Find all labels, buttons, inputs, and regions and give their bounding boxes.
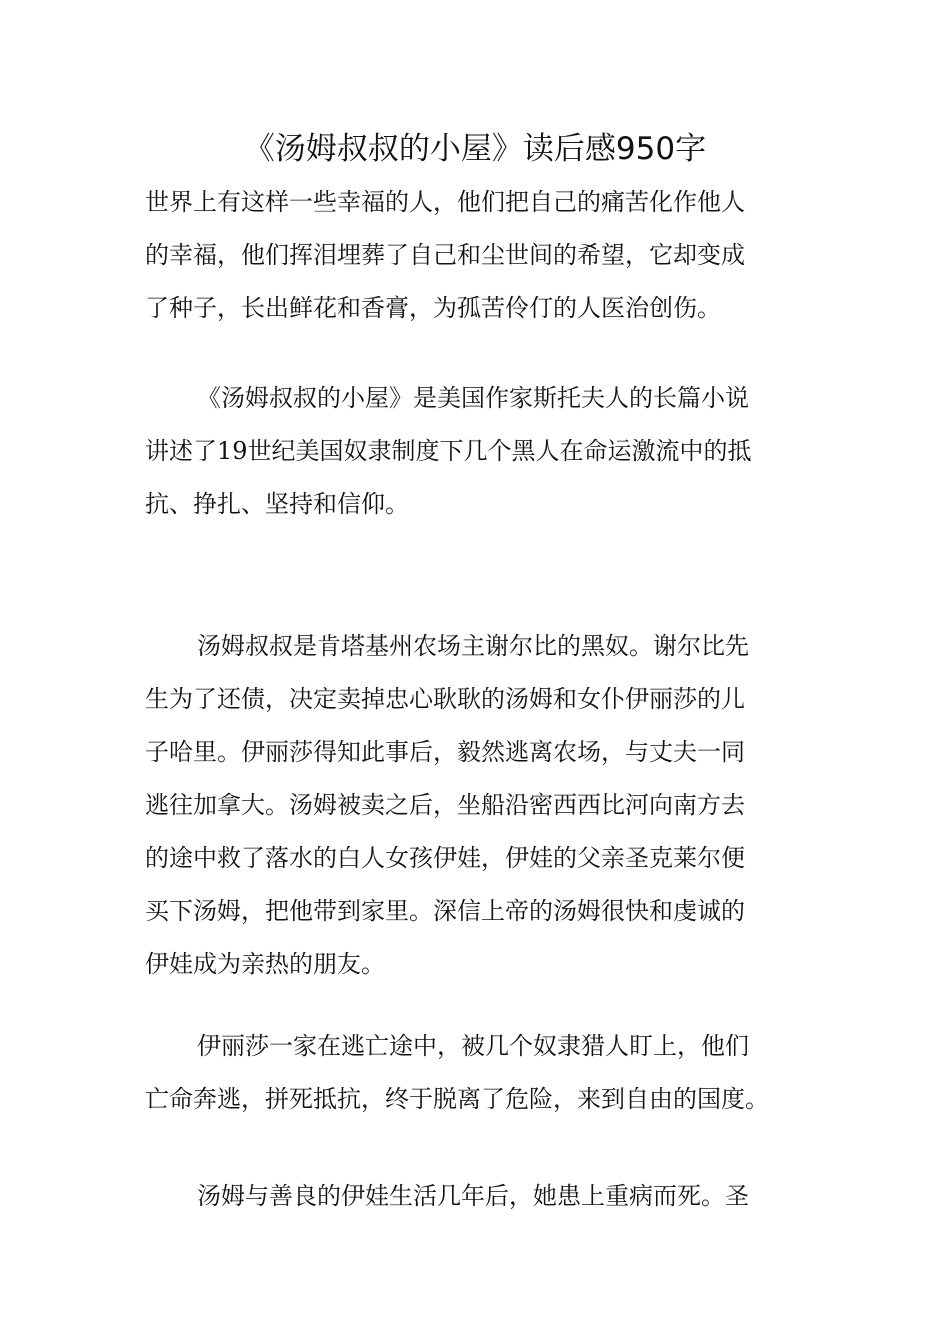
paragraph-plot-tom xyxy=(145,620,805,991)
text-line: 亡命奔逃，拼死抵抗，终于脱离了危险，来到自由的国度。 xyxy=(145,1085,769,1113)
text-line: 世界上有这样一些幸福的人，他们把自己的痛苦化作他人 xyxy=(145,188,745,216)
text-line: 讲述了19世纪美国奴隶制度下几个黑人在命运激流中的抵 xyxy=(145,437,752,465)
text-line: 汤姆与善良的伊娃生活几年后，她患上重病而死。圣 xyxy=(197,1182,749,1210)
text-line: 《汤姆叔叔的小屋》是美国作家斯托夫人的长篇小说 xyxy=(197,384,749,412)
text-line: 的途中救了落水的白人女孩伊娃，伊娃的父亲圣克莱尔便 xyxy=(145,844,745,872)
paragraph-plot-eliza xyxy=(145,1020,805,1126)
paragraph-intro xyxy=(145,176,805,335)
text-line: 抗、挣扎、坚持和信仰。 xyxy=(145,490,409,518)
document-title: 《汤姆叔叔的小屋》读后感950字 xyxy=(243,131,707,167)
text-line: 了种子，长出鲜花和香膏，为孤苦伶仃的人医治创伤。 xyxy=(145,294,721,322)
paragraph-plot-eva xyxy=(145,1170,805,1223)
paragraph-book-summary xyxy=(145,372,805,531)
text-line: 的幸福，他们挥泪埋葬了自己和尘世间的希望，它却变成 xyxy=(145,241,745,269)
text-line: 伊娃成为亲热的朋友。 xyxy=(145,950,385,978)
text-line: 逃往加拿大。汤姆被卖之后，坐船沿密西西比河向南方去 xyxy=(145,791,745,819)
text-line: 汤姆叔叔是肯塔基州农场主谢尔比的黑奴。谢尔比先 xyxy=(197,632,749,660)
text-line: 子哈里。伊丽莎得知此事后，毅然逃离农场，与丈夫一同 xyxy=(145,738,745,766)
text-line: 生为了还债，决定卖掉忠心耿耿的汤姆和女仆伊丽莎的儿 xyxy=(145,685,745,713)
text-line: 买下汤姆，把他带到家里。深信上帝的汤姆很快和虔诚的 xyxy=(145,897,745,925)
text-line: 伊丽莎一家在逃亡途中，被几个奴隶猎人盯上，他们 xyxy=(197,1032,749,1060)
